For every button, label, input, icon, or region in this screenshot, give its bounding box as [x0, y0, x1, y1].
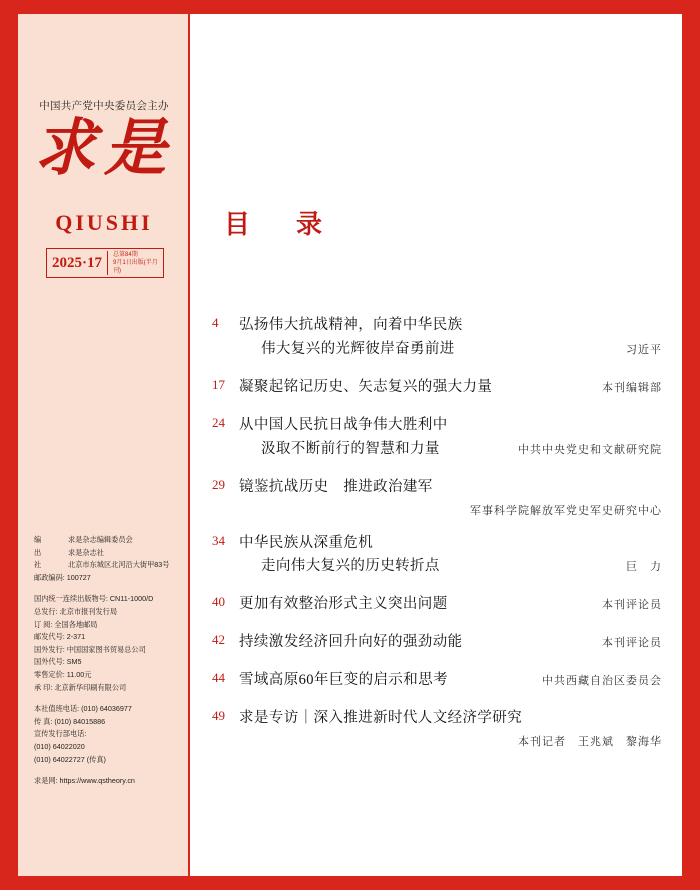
- toc-title-line2: 伟大复兴的光辉彼岸奋勇前进: [261, 340, 455, 357]
- toc-title-row: [239, 438, 662, 462]
- magazine-logo-chinese: 求是: [33, 115, 174, 183]
- imprint-website[interactable]: 求是网: https://www.qstheory.cn: [34, 776, 135, 786]
- list-item[interactable]: [212, 314, 662, 362]
- toc-author: 本刊记者 王兆斌 黎海华: [518, 736, 662, 749]
- toc-author: 习近平: [626, 343, 662, 356]
- list-item[interactable]: [212, 707, 662, 749]
- toc-page-number: 40: [212, 594, 225, 610]
- imprint-value: 求是杂志编辑委员会: [68, 535, 133, 544]
- imprint-row: [34, 547, 184, 560]
- toc-author: 本刊评论员: [602, 637, 662, 650]
- imprint-line: 零售定价: 11.00元: [34, 669, 92, 679]
- issue-serial: 总第84期: [113, 251, 138, 258]
- toc-entry-body: [239, 314, 662, 362]
- imprint-row: [34, 559, 184, 572]
- toc-title-line1: 更加有效整治形式主义突出问题: [239, 596, 448, 613]
- imprint-value: 北京市东城区北河沿大街甲83号: [68, 560, 170, 570]
- imprint-block: [34, 534, 184, 788]
- toc-title-line1: 镜鉴抗战历史 推进政治建军: [239, 478, 433, 495]
- issue-badge: [46, 248, 164, 278]
- cover-left-panel: [18, 14, 190, 876]
- list-item[interactable]: [212, 476, 662, 518]
- imprint-line: (010) 64022020: [34, 741, 85, 751]
- toc-page-number: 34: [212, 532, 225, 548]
- toc-title-line2: 走向伟大复兴的历史转折点: [261, 558, 440, 575]
- toc-title-line1: 中华民族从深重危机: [239, 534, 374, 551]
- toc-page-number: 24: [212, 414, 225, 430]
- toc-author: 本刊评论员: [602, 599, 662, 612]
- toc-entry-body: [239, 376, 662, 400]
- toc-title-row: [239, 338, 662, 362]
- sponsor-line: 中国共产党中央委员会主办: [39, 101, 169, 112]
- toc-title-line1: 从中国人民抗日战争伟大胜利中: [239, 416, 448, 433]
- toc-page-number: 17: [212, 376, 225, 392]
- page-title: 目 录: [224, 210, 333, 239]
- toc-author: 中共中央党史和文献研究院: [518, 443, 662, 456]
- imprint-line: 本社值班电话: (010) 64036977: [34, 704, 132, 714]
- imprint-key: 编: [34, 535, 44, 544]
- contents-panel: [190, 14, 682, 876]
- toc-title-row: [239, 555, 662, 579]
- toc-title-line1: 雪域高原60年巨变的启示和思考: [239, 672, 448, 689]
- imprint-postcode: 邮政编码: 100727: [34, 572, 91, 582]
- toc-page-number: 29: [212, 476, 225, 492]
- toc-title-row: [239, 631, 662, 655]
- toc-entry-body: [239, 631, 662, 655]
- imprint-line: 宣传发行部电话:: [34, 729, 87, 739]
- imprint-publication-block: [34, 593, 184, 694]
- toc-title-row: [239, 376, 662, 400]
- toc-title-line1: 求是专访｜深入推进新时代人文经济学研究: [239, 710, 523, 727]
- toc-entry-body: [239, 476, 662, 518]
- issue-number: 2025·17: [52, 254, 103, 271]
- magazine-logo-english: QIUSHI: [55, 210, 153, 235]
- imprint-contact-block: [34, 703, 184, 766]
- toc-page-number: 4: [212, 315, 219, 330]
- issue-details: [107, 251, 158, 275]
- toc-page-number: 44: [212, 670, 225, 686]
- toc-author: 中共西藏自治区委员会: [542, 675, 662, 688]
- list-item[interactable]: [212, 376, 662, 400]
- imprint-line: 传 真: (010) 84015886: [34, 716, 106, 726]
- imprint-row: [34, 534, 184, 547]
- toc-title-row: [239, 669, 662, 693]
- imprint-line: 承 印: 北京新华印刷有限公司: [34, 682, 127, 692]
- toc-title-line1: 凝聚起铭记历史、矢志复兴的强大力量: [239, 378, 493, 395]
- toc-entry-body: [239, 414, 662, 462]
- toc-entry-body: [239, 669, 662, 693]
- imprint-key: 社: [34, 560, 44, 570]
- toc-title-row: [239, 593, 662, 617]
- list-item[interactable]: [212, 593, 662, 617]
- toc-entry-body: [239, 532, 662, 580]
- toc-entry-body: [239, 707, 662, 749]
- page-inner: [18, 14, 682, 876]
- issue-date: 9月1日出版(半月刊): [113, 259, 158, 275]
- toc-author: 本刊编辑部: [602, 381, 662, 394]
- imprint-line: 订 阅: 全国各地邮局: [34, 619, 98, 629]
- toc-author: 军事科学院解放军党史军史研究中心: [470, 504, 662, 517]
- list-item[interactable]: [212, 669, 662, 693]
- list-item[interactable]: [212, 532, 662, 580]
- toc-title-line2: 汲取不断前行的智慧和力量: [261, 440, 440, 457]
- imprint-line: 国内统一连续出版物号: CN11-1000/D: [34, 594, 154, 604]
- table-of-contents: [212, 314, 662, 763]
- toc-title-line1: 持续激发经济回升向好的强劲动能: [239, 634, 463, 651]
- imprint-line: 总发行: 北京市报刊发行局: [34, 606, 118, 616]
- imprint-line: (010) 64022727 (传真): [34, 754, 106, 764]
- imprint-line: 国外发行: 中国国家图书贸易总公司: [34, 644, 146, 654]
- list-item[interactable]: [212, 414, 662, 462]
- imprint-value: 求是杂志社: [68, 547, 104, 557]
- imprint-key: 出: [34, 547, 44, 557]
- imprint-line: 邮发代号: 2-371: [34, 632, 86, 642]
- toc-author: 巨 力: [626, 561, 662, 574]
- toc-page-number: 42: [212, 632, 225, 648]
- toc-entry-body: [239, 593, 662, 617]
- toc-page-number: 49: [212, 708, 225, 724]
- imprint-line: 国外代号: SM5: [34, 657, 82, 667]
- toc-title-line1: 弘扬伟大抗战精神，向着中华民族: [239, 317, 463, 333]
- list-item[interactable]: [212, 631, 662, 655]
